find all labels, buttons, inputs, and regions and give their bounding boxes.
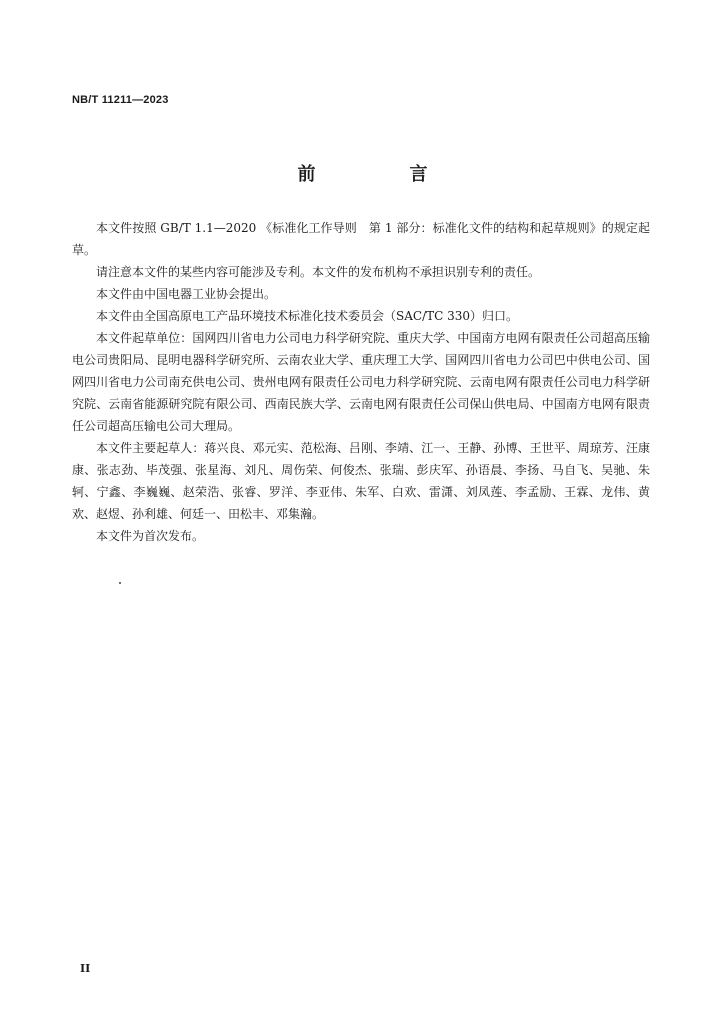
paragraph-drafters: 本文件主要起草人：蒋兴良、邓元实、范松海、吕刚、李靖、江一、王静、孙博、王世平、周琼芳、汪康康、张志劲、毕茂强、张星海、刘凡、周伤荣、何俊杰、张瑞、彭庆军、孙语晨、李扬、马自飞、吴驰、朱轲、宁鑫、李巍巍、赵荣浩、张睿、罗洋、李亚伟、朱军、白欢、雷潇、刘凤莲、李孟励、王霖、龙伟、黄欢、赵煜、孙利雄、何廷一、田松丰、邓集瀚。 xyxy=(72,441,650,521)
page-number: II xyxy=(80,962,91,975)
foreword-body xyxy=(72,217,650,547)
paragraph-drafting-rules: 本文件按照 GB/T 1.1—2020 《标准化工作导则 第 1 部分：标准化文件的结构和起草规则》的规定起草。 xyxy=(72,221,650,257)
paragraph-proposer: 本文件由中国电器工业协会提出。 xyxy=(96,287,277,301)
paragraph-patent-notice: 请注意本文件的某些内容可能涉及专利。本文件的发布机构不承担识别专利的责任。 xyxy=(96,265,541,279)
paragraph-first-release: 本文件为首次发布。 xyxy=(96,529,205,543)
paragraph-drafting-organizations: 本文件起草单位：国网四川省电力公司电力科学研究院、重庆大学、中国南方电网有限责任公司超高压输电公司贵阳局、昆明电器科学研究所、云南农业大学、重庆理工大学、国网四川省电力公司巴中供电公司、国网四川省电力公司南充供电公司、贵州电网有限责任公司电力科学研究院、云南电网有限责任公司电力科学研究院、云南省能源研究院有限公司、西南民族大学、云南电网有限责任公司保山供电局、中国南方电网有限责任公司超高压输电公司大理局。 xyxy=(72,331,650,433)
section-title: 前 言 xyxy=(297,164,466,185)
stray-mark xyxy=(119,582,121,584)
standard-code: NB/T 11211—2023 xyxy=(72,94,169,106)
paragraph-technical-committee: 本文件由全国高原电工产品环境技术标准化技术委员会（SAC/TC 330）归口。 xyxy=(96,309,519,323)
